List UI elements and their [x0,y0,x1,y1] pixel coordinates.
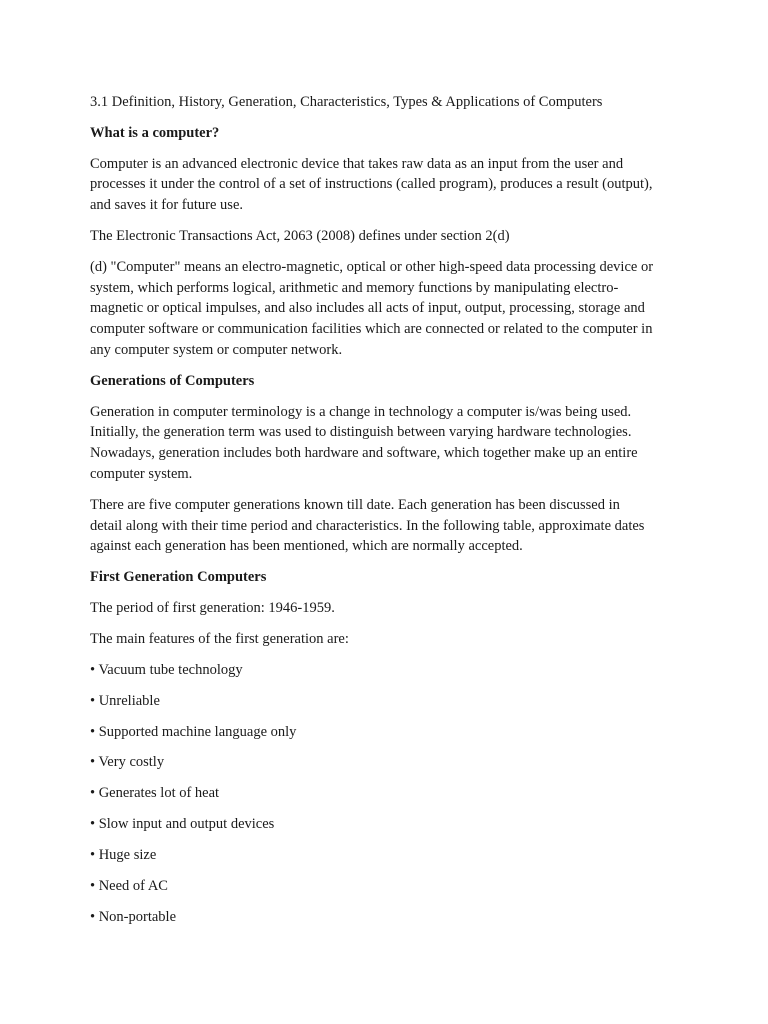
paragraph-line: detail along with their time period and characteristics. In the following table, approximate dates [90,517,645,534]
paragraph-line: Nowadays, generation includes both hardware and software, which together make up an entire [90,445,638,462]
paragraph-line: Generation in computer terminology is a change in technology a computer is/was being used. [90,403,632,420]
paragraph-act-definition [90,257,690,361]
section-title: 3.1 Definition, History, Generation, Characteristics, Types & Applications of Computers [90,94,603,110]
paragraph-generation [90,402,690,485]
paragraph-line: processes it under the control of a set of instructions (called program), produces a result (output), [90,176,653,193]
list-item: • Slow input and output devices [90,816,275,833]
paragraph-line: computer system. [90,465,193,482]
list-item: • Very costly [90,754,165,771]
heading-first-generation: First Generation Computers [90,569,267,586]
paragraph-line: against each generation has been mentioned, which are normally accepted. [90,538,523,555]
paragraph-line: system, which performs logical, arithmetic and memory functions by manipulating electro- [90,279,619,296]
document-content [90,92,690,938]
paragraph-definition [90,154,690,216]
list-item: • Need of AC [90,878,168,895]
list-item: • Vacuum tube technology [90,661,243,678]
list-item: • Unreliable [90,692,160,709]
heading-generations: Generations of Computers [90,372,255,389]
paragraph-line: (d) "Computer" means an electro-magnetic, optical or other high-speed data processing device or [90,258,654,275]
list-item: • Non-portable [90,909,177,926]
list-item: • Supported machine language only [90,723,297,740]
period-line: The period of first generation: 1946-1959. [90,599,335,616]
act-reference: The Electronic Transactions Act, 2063 (2008) defines under section 2(d) [90,227,510,244]
feature-list [90,660,690,929]
features-intro: The main features of the first generation are: [90,630,349,647]
paragraph-line: Initially, the generation term was used to distinguish between varying hardware technologies. [90,424,632,441]
heading-what-is-computer: What is a computer? [90,124,220,141]
paragraph-line: There are five computer generations known till date. Each generation has been discussed in [90,496,620,513]
paragraph-line: Computer is an advanced electronic device that takes raw data as an input from the user and [90,155,624,172]
paragraph-five-generations [90,495,690,557]
list-item: • Generates lot of heat [90,785,220,802]
paragraph-line: magnetic or optical impulses, and also includes all acts of input, output, processing, storage and [90,300,645,317]
paragraph-line: computer software or communication facilities which are connected or related to the computer in [90,321,653,338]
list-item: • Huge size [90,847,157,864]
paragraph-line: any computer system or computer network. [90,341,343,358]
paragraph-line: and saves it for future use. [90,197,244,214]
